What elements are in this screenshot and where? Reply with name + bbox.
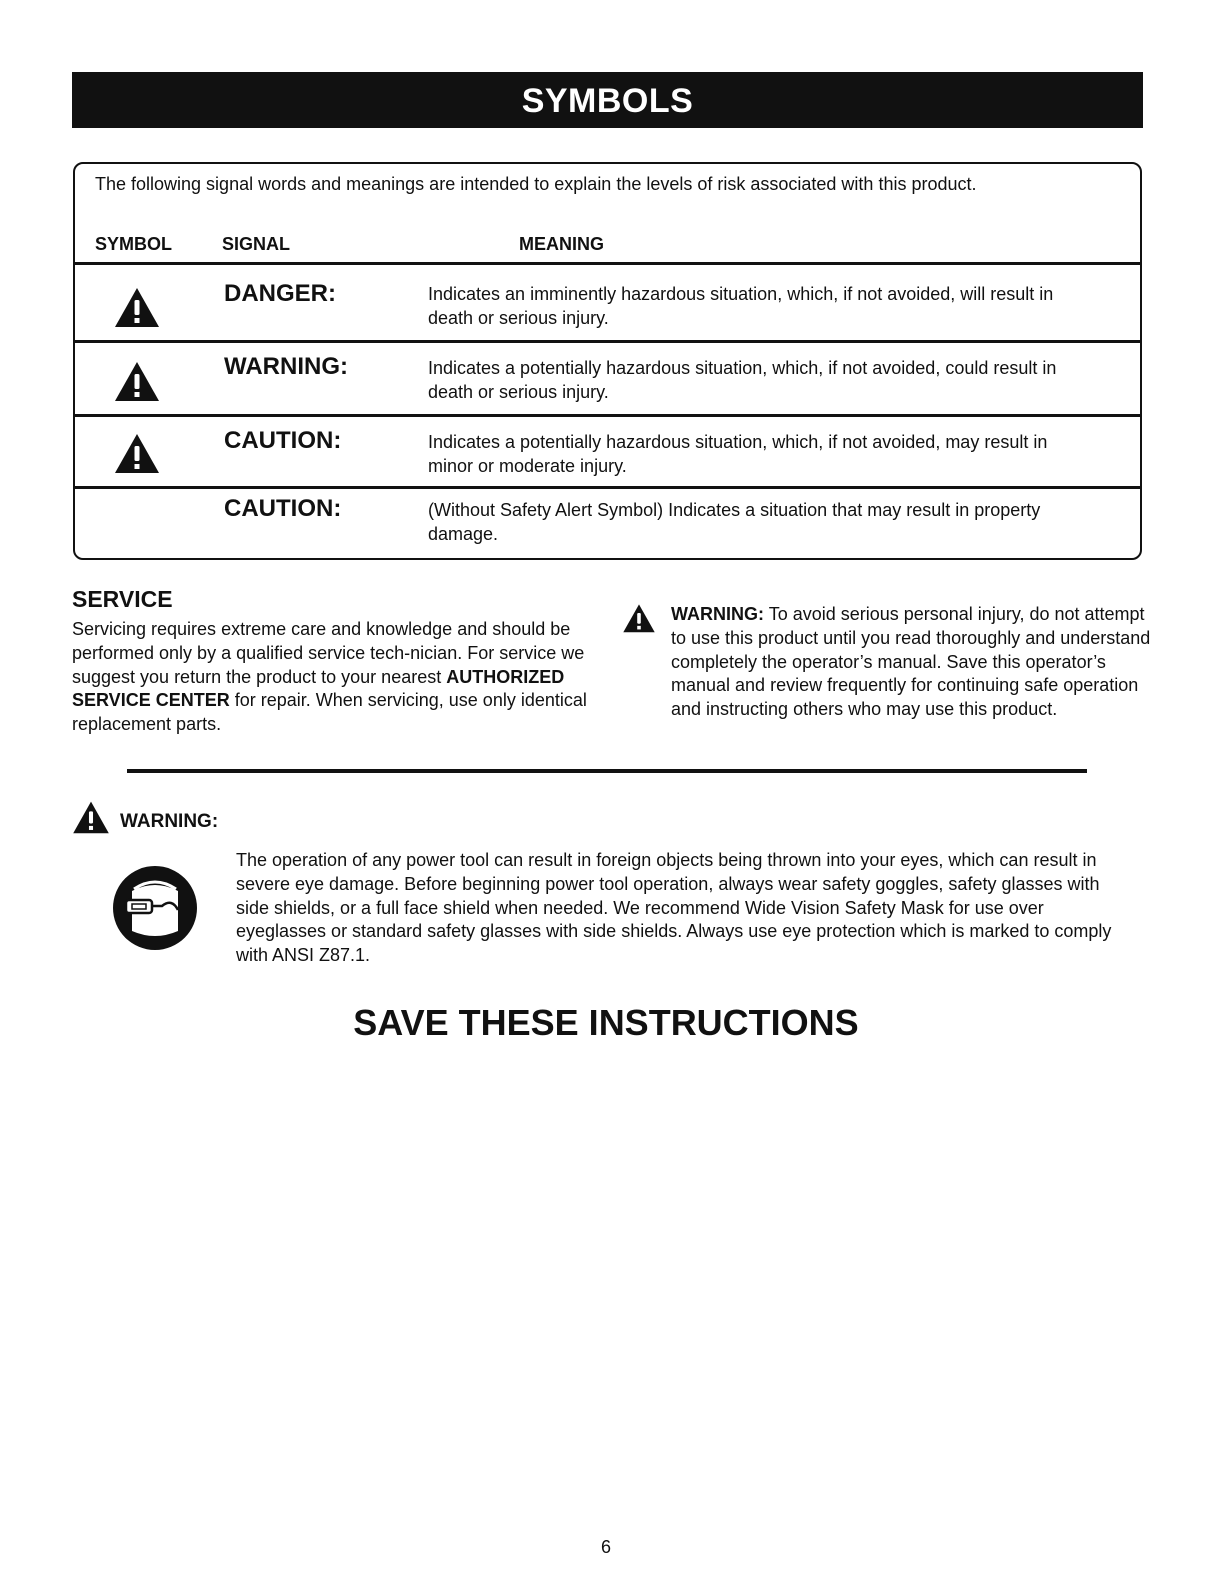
safety-alert-icon bbox=[72, 800, 110, 834]
eye-warning-text: The operation of any power tool can result in foreign objects being thrown into your eyes, which can result in severe eye damage. Before beginning power tool operation, always wear safety goggles, safety glasses with side shields, or a full face shield when needed. We recommend Wide Vision Safety Mask for use over eyeglasses or standard safety glasses with side shields. Always use eye protection which is marked to comply with ANSI Z87.1. bbox=[236, 850, 1112, 966]
table-rule bbox=[74, 340, 1140, 343]
manual-warning-text: WARNING: To avoid serious personal injury, do not attempt to use this product until you read thoroughly and understand completely the operator’s manual. Save this operator’s manual and review frequently for continuing safe operation and instructing others who may use this product. bbox=[671, 604, 1151, 720]
meaning-danger: Indicates an imminently hazardous situation, which, if not avoided, will result in death or serious injury. bbox=[428, 284, 1054, 328]
table-rule bbox=[74, 486, 1140, 489]
safety-alert-icon bbox=[114, 360, 160, 402]
safety-alert-icon bbox=[114, 432, 160, 474]
symbols-intro: The following signal words and meanings are intended to explain the levels of risk associated with this product. bbox=[95, 174, 977, 194]
eye-warning-label: WARNING: bbox=[120, 811, 219, 832]
authorized-service-center: AUTHORIZED SERVICE CENTER bbox=[72, 666, 565, 711]
save-instructions-title: SAVE THESE INSTRUCTIONS bbox=[353, 1002, 859, 1043]
symbols-banner: SYMBOLS bbox=[72, 72, 1143, 128]
signal-danger: DANGER: bbox=[224, 280, 336, 307]
service-text: Servicing requires extreme care and knowledge and should be performed only by a qualified service tech-nician. For service we suggest you return the product to your nearest AUTHORIZED SERVICE CENTER for repair. When servicing, use only identical replacement parts. bbox=[72, 619, 587, 735]
manual-warning-label: WARNING: bbox=[671, 604, 764, 624]
page-number: 6 bbox=[600, 1537, 611, 1557]
meaning-caution-no-symbol: (Without Safety Alert Symbol) Indicates a situation that may result in property damage. bbox=[428, 500, 1041, 544]
header-symbol: SYMBOL bbox=[95, 234, 173, 254]
signal-caution-no-symbol: CAUTION: bbox=[224, 495, 342, 522]
signal-warning: WARNING: bbox=[224, 353, 348, 380]
table-rule bbox=[74, 414, 1140, 417]
signal-caution: CAUTION: bbox=[224, 427, 342, 454]
header-signal: SIGNAL bbox=[222, 234, 291, 254]
service-heading: SERVICE bbox=[72, 586, 173, 612]
safety-alert-icon bbox=[622, 603, 656, 633]
section-divider bbox=[127, 769, 1087, 773]
safety-alert-icon bbox=[114, 286, 160, 328]
table-rule bbox=[74, 262, 1140, 265]
safety-goggles-icon bbox=[112, 865, 198, 951]
meaning-caution: Indicates a potentially hazardous situation, which, if not avoided, may result in minor or moderate injury. bbox=[428, 432, 1048, 476]
meaning-warning: Indicates a potentially hazardous situation, which, if not avoided, could result in death or serious injury. bbox=[428, 358, 1057, 402]
header-meaning: MEANING bbox=[519, 234, 604, 254]
